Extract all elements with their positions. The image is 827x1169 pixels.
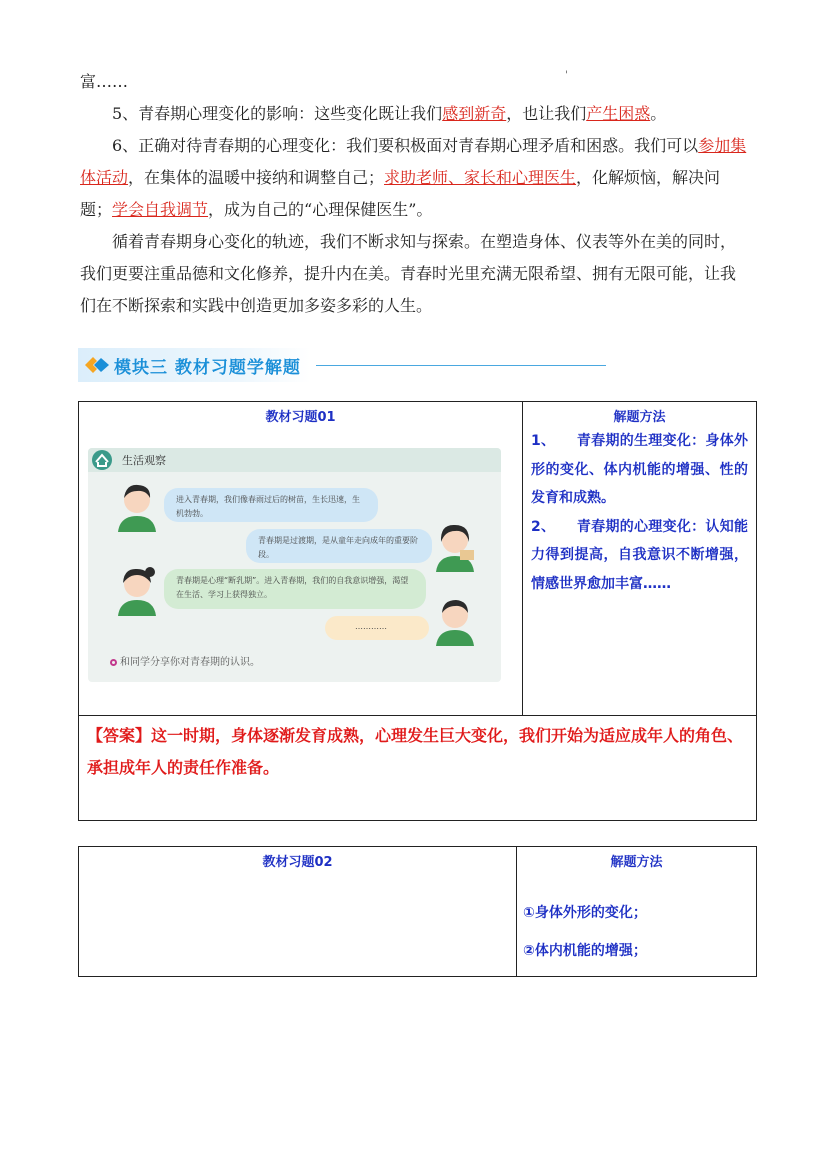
speech-bubble-1: 进入青春期，我们像春雨过后的树苗，生长迅速，生机勃勃。 xyxy=(164,488,378,522)
answer-text: 【答案】这一时期，身体逐渐发育成熟，心理发生巨大变化，我们开始为适应成年人的角色、承担成年人的责任作准备。 xyxy=(87,726,744,777)
double-diamond-icon xyxy=(84,356,110,374)
item-6-paragraph: 6、正确对待青春期的心理变化：我们要积极面对青春期心理矛盾和困惑。我们可以参加集体活动，在集体的温暖中接纳和调整自己；求助老师、家长和心理医生，化解烦恼，解决问题；学会自我调节，成为自己的“心理保健医生”。 xyxy=(80,136,747,219)
textbook-illustration xyxy=(88,448,501,682)
exercise-01-title: 教材习题01 xyxy=(265,410,336,425)
module-title: 模块三 教材习题学解题 xyxy=(114,358,301,378)
method-line-1: 1、 青春期的生理变化：身体外形的变化、体内机能的增强、性的发育和成熟。 xyxy=(531,433,748,506)
method-line-2: 2、 青春期的心理变化：认知能力得到提高，自我意识不断增强，情感世界愈加丰富…… xyxy=(531,518,748,592)
speech-bubble-2: 青春期是过渡期，是从童年走向成年的重要阶段。 xyxy=(246,529,432,563)
underlined-answer: 产生困惑 xyxy=(586,104,651,123)
speech-bubble-4: ………… xyxy=(325,616,429,640)
underlined-answer: 参加集体活动 xyxy=(80,136,747,187)
stray-mark: ' xyxy=(565,70,568,81)
text-fragment: 富…… xyxy=(80,72,129,91)
closing-paragraph: 循着青春期身心变化的轨迹，我们不断求知与探索。在塑造身体、仪表等外在美的同时，我们更要注重品德和文化修养，提升内在美。青春时光里充满无限希望、拥有无限可能，让我们在不断探索和实践中创造更加多姿多彩的人生。 xyxy=(80,232,737,315)
underlined-answer: 感到新奇 xyxy=(442,104,507,123)
student-girl-avatar xyxy=(430,520,480,572)
exercise-02-table xyxy=(78,846,757,977)
underlined-answer: 学会自我调节 xyxy=(112,200,209,219)
exercise-01-method-cell xyxy=(523,402,757,716)
student-boy-avatar xyxy=(112,480,162,532)
divider-line xyxy=(316,365,606,366)
student-boy-2-avatar xyxy=(430,596,480,646)
bullet-icon xyxy=(110,659,117,666)
exercise-02-title: 教材习题02 xyxy=(262,855,333,870)
underlined-answer: 求助老师、家长和心理医生 xyxy=(384,168,577,187)
exercise-02-question-cell xyxy=(79,847,517,977)
method-title: 解题方法 xyxy=(610,855,663,870)
exercise-02-method-cell xyxy=(517,847,757,977)
method-item-1: ①身体外形的变化； xyxy=(523,905,647,921)
method-title: 解题方法 xyxy=(613,410,666,425)
illustration-header-label: 生活观察 xyxy=(122,454,166,467)
method-item-2: ②体内机能的增强； xyxy=(523,943,647,959)
illustration-prompt: 和同学分享你对青春期的认识。 xyxy=(110,653,260,668)
speech-bubble-3: 青春期是心理“断乳期”。进入青春期，我们的自我意识增强，渴望在生活、学习上获得独立。 xyxy=(164,569,426,609)
answer-cell xyxy=(79,716,757,821)
student-girl-ponytail-avatar xyxy=(112,564,162,616)
module-header xyxy=(78,348,608,382)
item-5-paragraph: 5、青春期心理变化的影响：这些变化既让我们感到新奇，也让我们产生困惑。 xyxy=(112,104,667,123)
